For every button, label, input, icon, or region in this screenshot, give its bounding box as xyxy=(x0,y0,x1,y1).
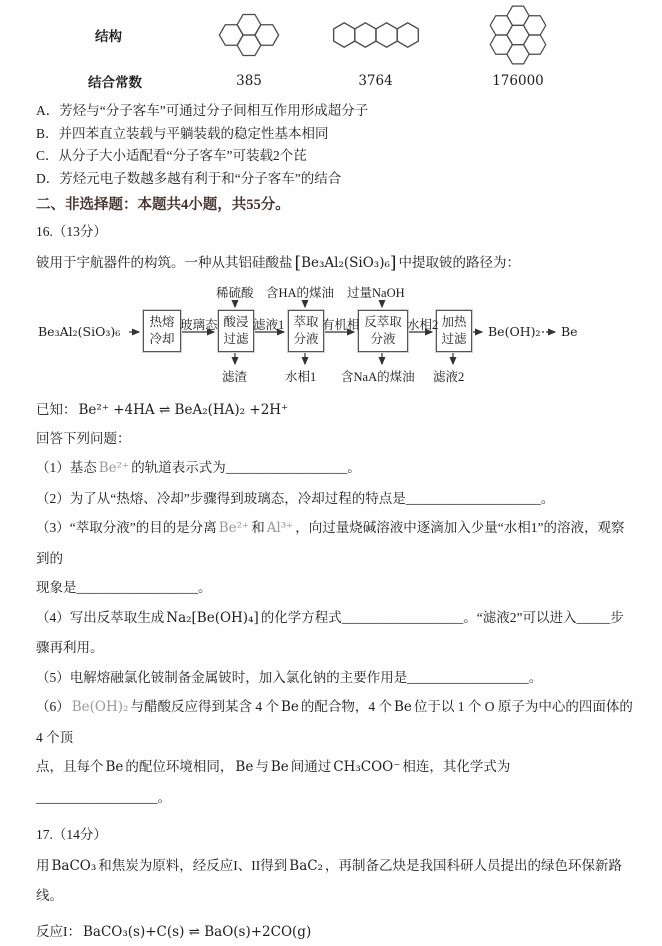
item-text: ，向过量烧碱溶液中逐滴加入少量“水相1”的溶液，观察到的 xyxy=(36,520,625,566)
item-line: 现象是__________________。 xyxy=(36,580,212,595)
item-line xyxy=(36,603,636,634)
answer-prompt: 回答下列问题： xyxy=(36,431,131,446)
box-line: 分液 xyxy=(370,332,396,346)
known-equation: Be²⁺ +4HA ⇌ BeA₂(HA)₂ +2H⁺ xyxy=(78,402,289,418)
pyrene-structure-icon xyxy=(185,2,313,68)
item-text: 相连，其化学式为__________________。 xyxy=(36,759,511,805)
flow-box-heat-melt xyxy=(143,310,181,352)
formula-ch3coo: CH₃COO⁻ xyxy=(333,759,401,775)
option-b: B．并四苯直立装载与平躺装载的稳定性基本相同 xyxy=(36,125,329,141)
input-ha-kerosene: 含HA的煤油 xyxy=(266,286,335,300)
output-filter-residue: 滤渣 xyxy=(222,370,248,384)
box-line: 萃取 xyxy=(293,314,319,329)
answer-blank: __________________。 xyxy=(225,460,361,475)
item-text: 与 xyxy=(255,759,269,774)
tetracene-structure-icon xyxy=(313,2,438,68)
binding-constant-1: 385 xyxy=(236,73,262,89)
output-aqueous1: 水相1 xyxy=(285,370,317,384)
q17-number: 17.（14分） xyxy=(36,827,107,842)
item-text: （1）基态 xyxy=(36,460,97,475)
box-line: 加热 xyxy=(441,314,467,329)
known-label: 已知： xyxy=(36,402,77,417)
item-text: （4）写出反萃取生成 xyxy=(36,609,165,625)
item-text: 间通过 xyxy=(290,759,332,774)
binding-constant-3: 176000 xyxy=(492,73,544,89)
formula-be2plus: Be²⁺ xyxy=(218,520,250,536)
q16-intro-post: 中提取铍的路径为： xyxy=(398,255,520,270)
output-filtrate2: 滤液2 xyxy=(433,370,465,384)
input-dilute-sulfuric-acid: 稀硫酸 xyxy=(216,286,254,300)
reaction1-equation: BaCO₃(s)+C(s) ⇌ BaO(s)+2CO(g) xyxy=(83,924,312,940)
molecule-table xyxy=(0,0,662,94)
formula-be: Be xyxy=(235,759,254,775)
q17-intro xyxy=(36,851,646,910)
formula-beoh2: Be(OH)₂ xyxy=(71,699,129,715)
formula-be2plus: Be²⁺ xyxy=(98,460,130,476)
flow-source-formula: Be₃Al₂(SiO₃)₆ xyxy=(38,324,121,339)
item-text: 位于以 1 个 O 原子为中心的四面体的 4 个顶 xyxy=(36,699,633,745)
item-text: ，再制备乙炔是我国科研人员提出的绿色环保新路线。 xyxy=(36,858,622,903)
item-text: 的配合物，4 个 xyxy=(300,699,392,714)
box-line: 热熔 xyxy=(149,314,175,329)
arrow-label-aqueous2: 水相2 xyxy=(407,318,439,332)
option-a: A．芳烃与“分子客车”可通过分子间相互作用形成超分子 xyxy=(36,103,369,118)
q16-item-4 xyxy=(36,603,636,663)
item-text: 的轨道表示式为 xyxy=(131,460,226,475)
q16-item-3 xyxy=(36,513,636,603)
section2-header: 二、非选择题：本题共4小题，共55分。 xyxy=(36,197,290,213)
q16-item-2: （2）为了从“热熔、冷却”步骤得到玻璃态，冷却过程的特点是____________________。 xyxy=(36,490,555,506)
flow-box-extract xyxy=(288,310,324,352)
flow-box-back-extract xyxy=(358,310,408,352)
item-text: 的配位环境相同， xyxy=(125,759,234,774)
formula-bac2: BaC₂ xyxy=(289,858,323,874)
coronene-structure-icon xyxy=(438,2,598,68)
q16-intro-pre: 铍用于宇航器件的构筑。一种从其铝硅酸盐 xyxy=(36,255,293,270)
formula-al3plus: Al³⁺ xyxy=(266,520,294,536)
item-text: 用 xyxy=(36,858,50,873)
choice-options xyxy=(36,100,662,190)
flow-box-heat-filter xyxy=(436,310,472,352)
item-text: 和 xyxy=(251,520,265,535)
item-text: 点，且每个 xyxy=(36,759,104,774)
item-line: 骤再利用。 xyxy=(36,640,104,655)
formula-be: Be xyxy=(394,699,412,715)
structure-row-label: 结构 xyxy=(95,29,122,44)
product-beoh2: Be(OH)₂ xyxy=(488,324,541,339)
box-line: 过滤 xyxy=(441,332,467,346)
q16-number: 16.（13分） xyxy=(36,224,107,239)
known-condition xyxy=(36,397,662,423)
q16-intro xyxy=(36,248,662,277)
item-text: 与醋酸反应得到某含 4 个 xyxy=(130,699,279,714)
item-text: （3）“萃取分液”的目的是分离 xyxy=(36,520,217,535)
q16-item-5: （5）电解熔融氯化铍制备金属铍时，加入氯化钠的主要作用是__________________。 xyxy=(36,669,543,685)
q16-item-1 xyxy=(36,453,636,484)
formula-be: Be xyxy=(280,699,299,715)
box-line: 酸浸 xyxy=(223,314,249,329)
item-line xyxy=(36,513,636,573)
q16-item-6 xyxy=(36,692,636,812)
box-line: 分液 xyxy=(293,332,319,346)
item-line xyxy=(36,692,636,752)
extraction-flowchart xyxy=(0,279,662,385)
option-c: C．从分子大小适配看“分子客车”可装载2个芘 xyxy=(36,148,307,163)
flow-box-acid-leach xyxy=(218,310,254,352)
formula-be: Be xyxy=(105,759,124,775)
product-be: Be xyxy=(561,324,578,339)
input-excess-naoh: 过量NaOH xyxy=(347,286,405,300)
output-naa-kerosene: 含NaA的煤油 xyxy=(341,370,415,384)
box-line: 反萃取 xyxy=(364,314,402,329)
formula-be: Be xyxy=(270,759,289,775)
box-line: 过滤 xyxy=(223,332,249,346)
formula-baco3: BaCO₃ xyxy=(51,858,97,874)
bracket-open: [ xyxy=(294,252,302,272)
item-text: 和焦炭为原料，经反应I、II得到 xyxy=(98,858,288,873)
constant-row-label: 结合常数 xyxy=(88,75,142,90)
q16-intro-formula: Be₃Al₂(SiO₃)₆ xyxy=(301,255,390,271)
reaction1-label: 反应I： xyxy=(36,924,81,939)
q17-reaction1 xyxy=(36,918,662,946)
formula-na2beoh4: Na₂[Be(OH)₄] xyxy=(166,609,259,626)
item-text: 的化学方程式__________________。“滤液2”可以进入_____步 xyxy=(260,609,624,625)
arrow-label-organic-phase: 有机相 xyxy=(322,318,360,332)
box-line: 冷却 xyxy=(149,332,175,346)
bracket-close: ] xyxy=(389,252,397,272)
arrow-label-glass-state: 玻璃态 xyxy=(180,318,218,332)
arrow-label-filtrate1: 滤液1 xyxy=(253,318,285,332)
item-line xyxy=(36,752,636,812)
item-text: （6） xyxy=(36,699,70,714)
option-d: D．芳烃元电子数越多越有利于和“分子客车”的结合 xyxy=(36,170,342,186)
binding-constant-2: 3764 xyxy=(358,73,393,89)
